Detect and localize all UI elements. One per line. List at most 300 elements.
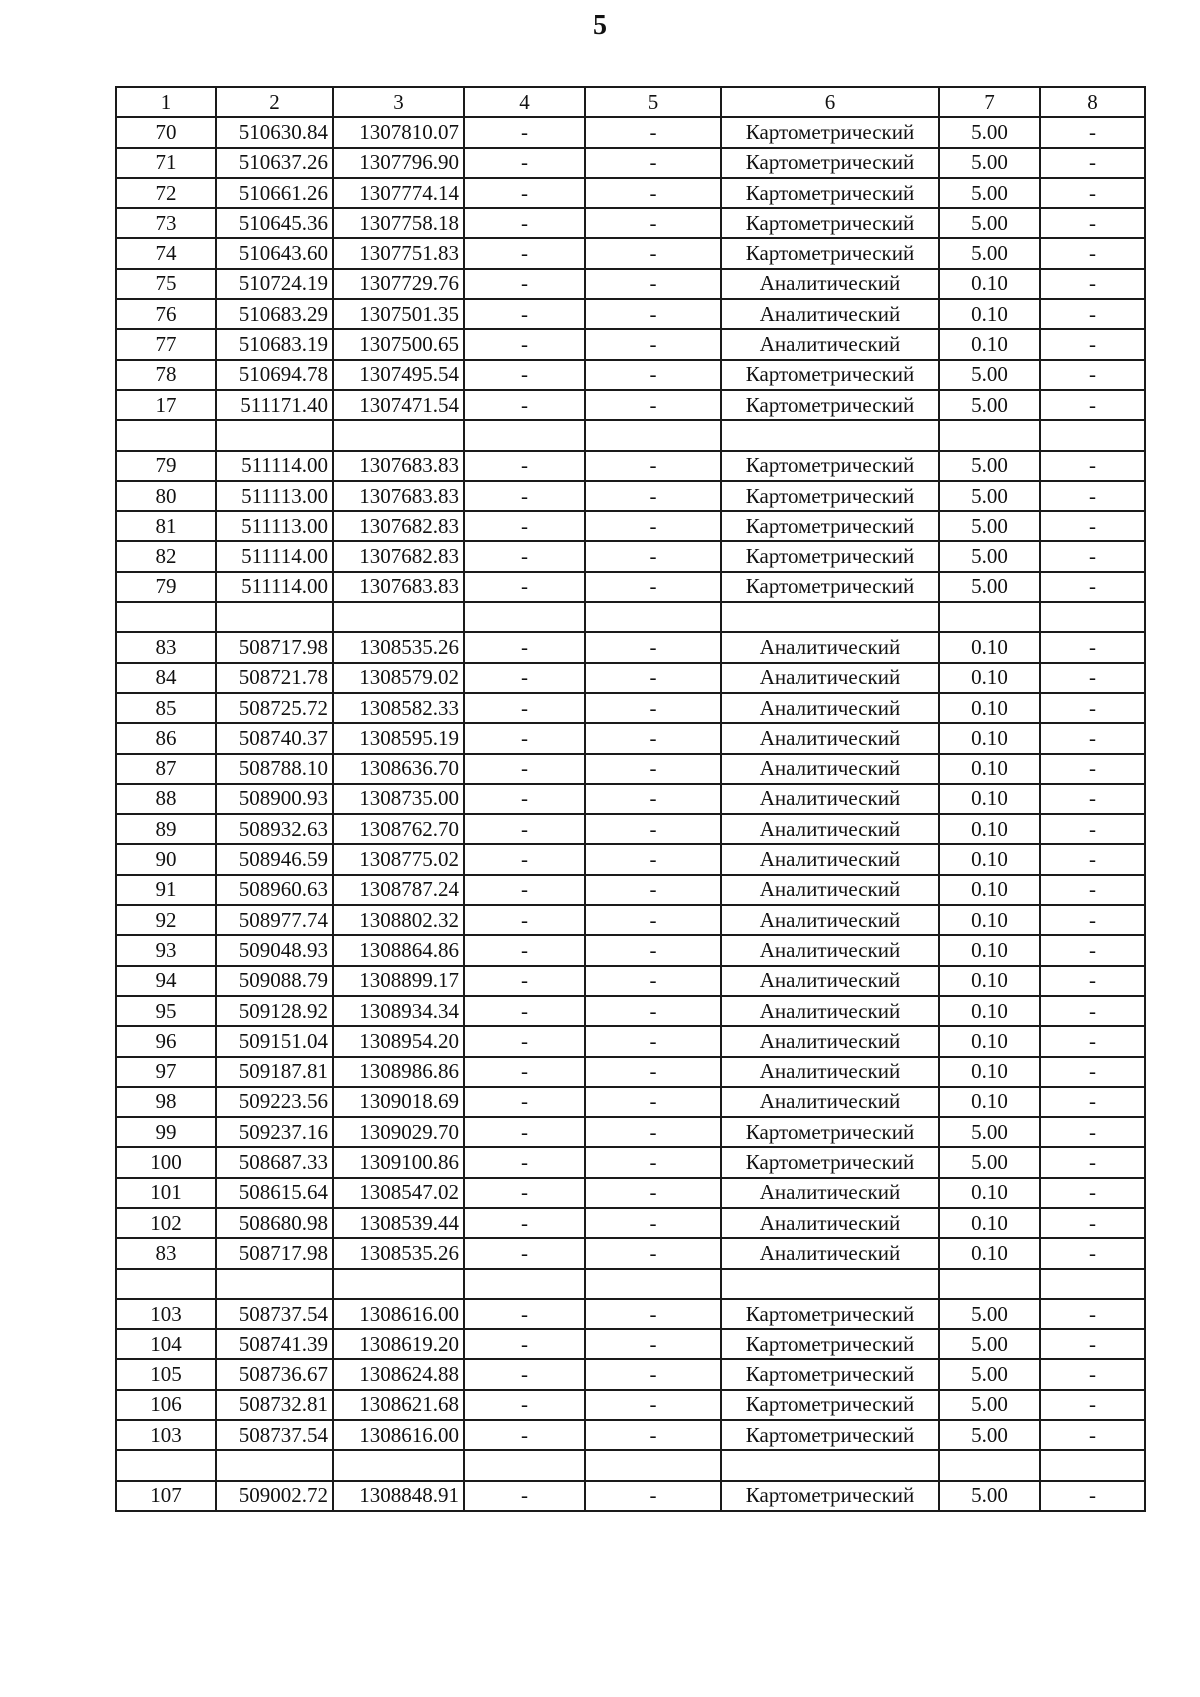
table-cell-col-2: 508680.98 <box>216 1208 333 1238</box>
table-cell-col-5 <box>585 420 721 450</box>
table-cell-col-7: 0.10 <box>939 632 1040 662</box>
table-cell-col-6: Аналитический <box>721 754 939 784</box>
table-cell-col-8: - <box>1040 1178 1145 1208</box>
table-cell-col-3: 1308802.32 <box>333 905 464 935</box>
table-cell-col-8: - <box>1040 238 1145 268</box>
table-cell-col-2: 508740.37 <box>216 723 333 753</box>
table-cell-col-3: 1307774.14 <box>333 178 464 208</box>
table-cell-col-6: Аналитический <box>721 329 939 359</box>
table-row <box>116 299 1145 329</box>
table-cell-col-5: - <box>585 1087 721 1117</box>
table-cell-col-6: Картометрический <box>721 208 939 238</box>
table-cell-col-8: - <box>1040 360 1145 390</box>
table-cell-col-7: 5.00 <box>939 1299 1040 1329</box>
table-cell-col-4: - <box>464 451 585 481</box>
table-cell-col-4: - <box>464 784 585 814</box>
table-cell-col-5: - <box>585 844 721 874</box>
table-cell-col-6: Картометрический <box>721 541 939 571</box>
table-body <box>116 117 1145 1511</box>
table-cell-col-1: 76 <box>116 299 216 329</box>
table-cell-col-7: 5.00 <box>939 148 1040 178</box>
table-row <box>116 754 1145 784</box>
table-cell-col-2: 509187.81 <box>216 1057 333 1087</box>
table-cell-col-8: - <box>1040 329 1145 359</box>
table-cell-col-4: - <box>464 1390 585 1420</box>
table-cell-col-8: - <box>1040 1057 1145 1087</box>
table-cell-col-6: Картометрический <box>721 148 939 178</box>
table-cell-col-1: 103 <box>116 1299 216 1329</box>
table-cell-col-2: 510645.36 <box>216 208 333 238</box>
table-row <box>116 844 1145 874</box>
table-cell-col-3 <box>333 602 464 632</box>
table-cell-col-2: 510630.84 <box>216 117 333 147</box>
table-row <box>116 1117 1145 1147</box>
table-cell-col-7: 5.00 <box>939 390 1040 420</box>
table-cell-col-7: 5.00 <box>939 238 1040 268</box>
table-cell-col-6: Картометрический <box>721 1147 939 1177</box>
table-cell-col-5: - <box>585 1117 721 1147</box>
table-cell-col-6: Аналитический <box>721 1178 939 1208</box>
table-cell-col-3: 1307729.76 <box>333 269 464 299</box>
table-cell-col-5: - <box>585 996 721 1026</box>
table-header-row <box>116 87 1145 117</box>
table-cell-col-8: - <box>1040 784 1145 814</box>
table-cell-col-4: - <box>464 269 585 299</box>
table-cell-col-4: - <box>464 632 585 662</box>
table-cell-col-3: 1307501.35 <box>333 299 464 329</box>
table-cell-col-1: 79 <box>116 572 216 602</box>
table-cell-col-2: 508717.98 <box>216 632 333 662</box>
table-cell-col-5: - <box>585 390 721 420</box>
column-header-3: 3 <box>333 87 464 117</box>
table-cell-col-7: 0.10 <box>939 966 1040 996</box>
table-cell-col-7: 0.10 <box>939 1026 1040 1056</box>
table-cell-col-1 <box>116 1269 216 1299</box>
table-cell-col-7: 0.10 <box>939 996 1040 1026</box>
table-cell-col-1: 71 <box>116 148 216 178</box>
table-cell-col-4: - <box>464 329 585 359</box>
table-cell-col-3 <box>333 420 464 450</box>
table-cell-col-2: 510637.26 <box>216 148 333 178</box>
table-cell-col-3: 1308619.20 <box>333 1329 464 1359</box>
table-cell-col-2: 508732.81 <box>216 1390 333 1420</box>
table-cell-col-5: - <box>585 663 721 693</box>
table-cell-col-3: 1309029.70 <box>333 1117 464 1147</box>
coordinates-table <box>115 86 1146 1512</box>
table-cell-col-4: - <box>464 875 585 905</box>
table-cell-col-1: 94 <box>116 966 216 996</box>
table-cell-col-2: 511113.00 <box>216 481 333 511</box>
table-cell-col-6: Картометрический <box>721 1420 939 1450</box>
table-cell-col-1: 79 <box>116 451 216 481</box>
table-cell-col-1: 87 <box>116 754 216 784</box>
table-cell-col-8 <box>1040 420 1145 450</box>
table-row <box>116 1481 1145 1511</box>
table-cell-col-4: - <box>464 693 585 723</box>
table-row <box>116 511 1145 541</box>
table-cell-col-3 <box>333 1450 464 1480</box>
table-cell-col-8: - <box>1040 511 1145 541</box>
table-cell-col-5: - <box>585 269 721 299</box>
table-cell-col-7: 0.10 <box>939 905 1040 935</box>
table-cell-col-4: - <box>464 1299 585 1329</box>
table-cell-col-1: 98 <box>116 1087 216 1117</box>
table-cell-col-4: - <box>464 1178 585 1208</box>
column-header-4: 4 <box>464 87 585 117</box>
table-cell-col-1: 77 <box>116 329 216 359</box>
table-cell-col-3: 1307683.83 <box>333 451 464 481</box>
table-cell-col-1 <box>116 420 216 450</box>
table-cell-col-8: - <box>1040 1087 1145 1117</box>
table-cell-col-1 <box>116 1450 216 1480</box>
table-cell-col-5: - <box>585 905 721 935</box>
table-cell-col-6: Аналитический <box>721 784 939 814</box>
table-cell-col-1: 107 <box>116 1481 216 1511</box>
table-cell-col-2: 510694.78 <box>216 360 333 390</box>
table-separator-row <box>116 420 1145 450</box>
table-row <box>116 905 1145 935</box>
table-cell-col-6: Аналитический <box>721 269 939 299</box>
table-cell-col-6: Картометрический <box>721 178 939 208</box>
table-cell-col-5 <box>585 1450 721 1480</box>
table-cell-col-8: - <box>1040 1026 1145 1056</box>
table-row <box>116 269 1145 299</box>
table-cell-col-5: - <box>585 541 721 571</box>
table-cell-col-8: - <box>1040 481 1145 511</box>
column-header-7: 7 <box>939 87 1040 117</box>
table-cell-col-6: Аналитический <box>721 966 939 996</box>
table-cell-col-2: 510661.26 <box>216 178 333 208</box>
table-cell-col-6: Аналитический <box>721 1057 939 1087</box>
table-row <box>116 360 1145 390</box>
table-row <box>116 784 1145 814</box>
table-row <box>116 814 1145 844</box>
table-cell-col-6: Аналитический <box>721 1208 939 1238</box>
table-cell-col-2: 509048.93 <box>216 935 333 965</box>
table-cell-col-1: 74 <box>116 238 216 268</box>
table-cell-col-6: Аналитический <box>721 693 939 723</box>
table-separator-row <box>116 1450 1145 1480</box>
column-header-1: 1 <box>116 87 216 117</box>
table-cell-col-1: 75 <box>116 269 216 299</box>
table-cell-col-1: 106 <box>116 1390 216 1420</box>
table-cell-col-8: - <box>1040 754 1145 784</box>
table-cell-col-4: - <box>464 390 585 420</box>
table-cell-col-2: 509237.16 <box>216 1117 333 1147</box>
table-cell-col-8: - <box>1040 117 1145 147</box>
table-row <box>116 1390 1145 1420</box>
table-cell-col-7: 0.10 <box>939 784 1040 814</box>
table-cell-col-1: 91 <box>116 875 216 905</box>
table-cell-col-5: - <box>585 1238 721 1268</box>
table-cell-col-4: - <box>464 814 585 844</box>
table-separator-row <box>116 1269 1145 1299</box>
table-cell-col-6 <box>721 420 939 450</box>
table-cell-col-5: - <box>585 966 721 996</box>
table-cell-col-7: 5.00 <box>939 451 1040 481</box>
table-cell-col-1: 101 <box>116 1178 216 1208</box>
table-cell-col-7: 0.10 <box>939 875 1040 905</box>
table-cell-col-4: - <box>464 723 585 753</box>
table-cell-col-3: 1309100.86 <box>333 1147 464 1177</box>
table-cell-col-8 <box>1040 1269 1145 1299</box>
table-cell-col-7: 5.00 <box>939 1359 1040 1389</box>
table-row <box>116 1329 1145 1359</box>
table-cell-col-1: 103 <box>116 1420 216 1450</box>
table-cell-col-8: - <box>1040 1359 1145 1389</box>
table-cell-col-3: 1308848.91 <box>333 1481 464 1511</box>
table-cell-col-4: - <box>464 1026 585 1056</box>
table-cell-col-5: - <box>585 693 721 723</box>
table-cell-col-4: - <box>464 117 585 147</box>
table-cell-col-1: 99 <box>116 1117 216 1147</box>
table-cell-col-4: - <box>464 1238 585 1268</box>
table-cell-col-2: 508736.67 <box>216 1359 333 1389</box>
table-cell-col-3: 1307495.54 <box>333 360 464 390</box>
table-cell-col-2: 509151.04 <box>216 1026 333 1056</box>
table-cell-col-4: - <box>464 1208 585 1238</box>
table-cell-col-6: Аналитический <box>721 663 939 693</box>
table-cell-col-3: 1307810.07 <box>333 117 464 147</box>
table-cell-col-6 <box>721 1450 939 1480</box>
table-cell-col-5: - <box>585 1057 721 1087</box>
table-cell-col-6: Аналитический <box>721 632 939 662</box>
table-row <box>116 1238 1145 1268</box>
table-cell-col-4: - <box>464 1359 585 1389</box>
table-cell-col-6: Аналитический <box>721 1026 939 1056</box>
table-cell-col-5: - <box>585 511 721 541</box>
table-cell-col-3: 1308547.02 <box>333 1178 464 1208</box>
table-cell-col-1: 100 <box>116 1147 216 1177</box>
table-cell-col-2 <box>216 602 333 632</box>
table-cell-col-4: - <box>464 360 585 390</box>
table-cell-col-3: 1307758.18 <box>333 208 464 238</box>
table-cell-col-7 <box>939 420 1040 450</box>
table-cell-col-2: 511114.00 <box>216 572 333 602</box>
table-cell-col-5: - <box>585 875 721 905</box>
table-cell-col-7: 0.10 <box>939 1087 1040 1117</box>
table-cell-col-2: 508960.63 <box>216 875 333 905</box>
table-cell-col-8: - <box>1040 572 1145 602</box>
table-cell-col-3: 1308636.70 <box>333 754 464 784</box>
table-row <box>116 935 1145 965</box>
table-cell-col-7: 5.00 <box>939 360 1040 390</box>
table-cell-col-1 <box>116 602 216 632</box>
table-cell-col-4: - <box>464 1087 585 1117</box>
table-cell-col-3: 1307683.83 <box>333 481 464 511</box>
table-cell-col-7: 0.10 <box>939 723 1040 753</box>
table-cell-col-8: - <box>1040 1238 1145 1268</box>
table-cell-col-2: 508737.54 <box>216 1420 333 1450</box>
table-cell-col-3: 1308899.17 <box>333 966 464 996</box>
table-cell-col-4: - <box>464 996 585 1026</box>
table-cell-col-3: 1308582.33 <box>333 693 464 723</box>
column-header-6: 6 <box>721 87 939 117</box>
table-cell-col-2: 511114.00 <box>216 541 333 571</box>
table-cell-col-6: Картометрический <box>721 481 939 511</box>
table-cell-col-2: 508725.72 <box>216 693 333 723</box>
table-cell-col-1: 89 <box>116 814 216 844</box>
table-cell-col-5: - <box>585 1390 721 1420</box>
table-cell-col-6: Аналитический <box>721 1087 939 1117</box>
table-row <box>116 1178 1145 1208</box>
table-row <box>116 1057 1145 1087</box>
table-cell-col-2: 509002.72 <box>216 1481 333 1511</box>
table-cell-col-5: - <box>585 299 721 329</box>
table-cell-col-4: - <box>464 1481 585 1511</box>
table-cell-col-2: 508687.33 <box>216 1147 333 1177</box>
column-header-8: 8 <box>1040 87 1145 117</box>
column-header-5: 5 <box>585 87 721 117</box>
table-cell-col-3: 1307682.83 <box>333 511 464 541</box>
table-cell-col-4: - <box>464 1117 585 1147</box>
table-cell-col-3: 1308579.02 <box>333 663 464 693</box>
table-cell-col-2: 508900.93 <box>216 784 333 814</box>
table-cell-col-5: - <box>585 784 721 814</box>
table-cell-col-5: - <box>585 1178 721 1208</box>
table-cell-col-7: 0.10 <box>939 844 1040 874</box>
table-cell-col-3: 1308735.00 <box>333 784 464 814</box>
table-cell-col-6: Картометрический <box>721 360 939 390</box>
table-cell-col-4: - <box>464 966 585 996</box>
table-cell-col-4: - <box>464 208 585 238</box>
table-cell-col-3 <box>333 1269 464 1299</box>
table-cell-col-6: Аналитический <box>721 723 939 753</box>
table-cell-col-8: - <box>1040 541 1145 571</box>
table-cell-col-7: 0.10 <box>939 935 1040 965</box>
table-cell-col-1: 104 <box>116 1329 216 1359</box>
table-cell-col-5: - <box>585 481 721 511</box>
table-row <box>116 1420 1145 1450</box>
table-cell-col-3: 1308539.44 <box>333 1208 464 1238</box>
table-cell-col-3: 1308986.86 <box>333 1057 464 1087</box>
table-cell-col-8: - <box>1040 814 1145 844</box>
table-cell-col-2: 511113.00 <box>216 511 333 541</box>
table-cell-col-2: 508932.63 <box>216 814 333 844</box>
table-cell-col-4: - <box>464 299 585 329</box>
table-cell-col-2: 508717.98 <box>216 1238 333 1268</box>
table-cell-col-2: 508977.74 <box>216 905 333 935</box>
table-cell-col-8: - <box>1040 1299 1145 1329</box>
table-cell-col-7: 0.10 <box>939 754 1040 784</box>
table-cell-col-7 <box>939 1269 1040 1299</box>
table-cell-col-5: - <box>585 572 721 602</box>
table-cell-col-8: - <box>1040 844 1145 874</box>
table-cell-col-1: 82 <box>116 541 216 571</box>
table-row <box>116 875 1145 905</box>
table-separator-row <box>116 602 1145 632</box>
table-cell-col-7: 0.10 <box>939 299 1040 329</box>
table-cell-col-8: - <box>1040 390 1145 420</box>
table-cell-col-5: - <box>585 1359 721 1389</box>
table-cell-col-1: 78 <box>116 360 216 390</box>
table-cell-col-7: 0.10 <box>939 693 1040 723</box>
table-cell-col-1: 81 <box>116 511 216 541</box>
table-cell-col-1: 90 <box>116 844 216 874</box>
table-cell-col-6 <box>721 1269 939 1299</box>
table-row <box>116 1299 1145 1329</box>
table-cell-col-6: Аналитический <box>721 996 939 1026</box>
table-cell-col-5: - <box>585 723 721 753</box>
table-cell-col-2: 508721.78 <box>216 663 333 693</box>
table-cell-col-7 <box>939 1450 1040 1480</box>
table-cell-col-7: 5.00 <box>939 117 1040 147</box>
table-row <box>116 148 1145 178</box>
table-cell-col-4: - <box>464 1057 585 1087</box>
table-cell-col-2: 508615.64 <box>216 1178 333 1208</box>
table-cell-col-7: 5.00 <box>939 1420 1040 1450</box>
table-cell-col-4 <box>464 1269 585 1299</box>
table-cell-col-3: 1307682.83 <box>333 541 464 571</box>
table-cell-col-6: Картометрический <box>721 572 939 602</box>
table-cell-col-7: 0.10 <box>939 663 1040 693</box>
table-cell-col-2: 508946.59 <box>216 844 333 874</box>
table-cell-col-8: - <box>1040 1420 1145 1450</box>
table-cell-col-5: - <box>585 935 721 965</box>
table-cell-col-8: - <box>1040 996 1145 1026</box>
table-cell-col-3: 1308787.24 <box>333 875 464 905</box>
table-cell-col-3: 1308535.26 <box>333 1238 464 1268</box>
table-cell-col-4: - <box>464 178 585 208</box>
table-cell-col-1: 83 <box>116 1238 216 1268</box>
table-cell-col-3: 1307796.90 <box>333 148 464 178</box>
table-cell-col-4 <box>464 420 585 450</box>
table-cell-col-8: - <box>1040 1208 1145 1238</box>
table-cell-col-6: Картометрический <box>721 1481 939 1511</box>
table-cell-col-1: 72 <box>116 178 216 208</box>
table-cell-col-7: 5.00 <box>939 178 1040 208</box>
table-cell-col-7: 5.00 <box>939 511 1040 541</box>
table-cell-col-2: 508788.10 <box>216 754 333 784</box>
table-cell-col-6: Аналитический <box>721 844 939 874</box>
table-cell-col-1: 92 <box>116 905 216 935</box>
table-row <box>116 632 1145 662</box>
table-cell-col-5 <box>585 1269 721 1299</box>
table-cell-col-4: - <box>464 663 585 693</box>
table-cell-col-1: 105 <box>116 1359 216 1389</box>
table-cell-col-6: Аналитический <box>721 814 939 844</box>
table-cell-col-8: - <box>1040 1481 1145 1511</box>
table-cell-col-3: 1308616.00 <box>333 1420 464 1450</box>
table-cell-col-2: 511171.40 <box>216 390 333 420</box>
table-cell-col-5: - <box>585 1147 721 1177</box>
table-cell-col-2: 511114.00 <box>216 451 333 481</box>
table-cell-col-7: 5.00 <box>939 1147 1040 1177</box>
table-cell-col-6: Картометрический <box>721 451 939 481</box>
table-cell-col-4: - <box>464 754 585 784</box>
table-row <box>116 238 1145 268</box>
table-cell-col-4: - <box>464 541 585 571</box>
table-cell-col-4: - <box>464 481 585 511</box>
table-cell-col-5: - <box>585 1026 721 1056</box>
table-cell-col-3: 1308775.02 <box>333 844 464 874</box>
table-cell-col-8: - <box>1040 875 1145 905</box>
table-cell-col-1: 17 <box>116 390 216 420</box>
table-cell-col-4: - <box>464 1147 585 1177</box>
table-cell-col-5: - <box>585 1329 721 1359</box>
table-cell-col-4: - <box>464 905 585 935</box>
table-cell-col-7: 0.10 <box>939 814 1040 844</box>
table-cell-col-6: Картометрический <box>721 1390 939 1420</box>
table-cell-col-5: - <box>585 632 721 662</box>
table-cell-col-1: 102 <box>116 1208 216 1238</box>
table-cell-col-8: - <box>1040 178 1145 208</box>
table-cell-col-1: 93 <box>116 935 216 965</box>
table-cell-col-8: - <box>1040 632 1145 662</box>
table-cell-col-5: - <box>585 1299 721 1329</box>
table-cell-col-4: - <box>464 1329 585 1359</box>
table-cell-col-2: 508737.54 <box>216 1299 333 1329</box>
